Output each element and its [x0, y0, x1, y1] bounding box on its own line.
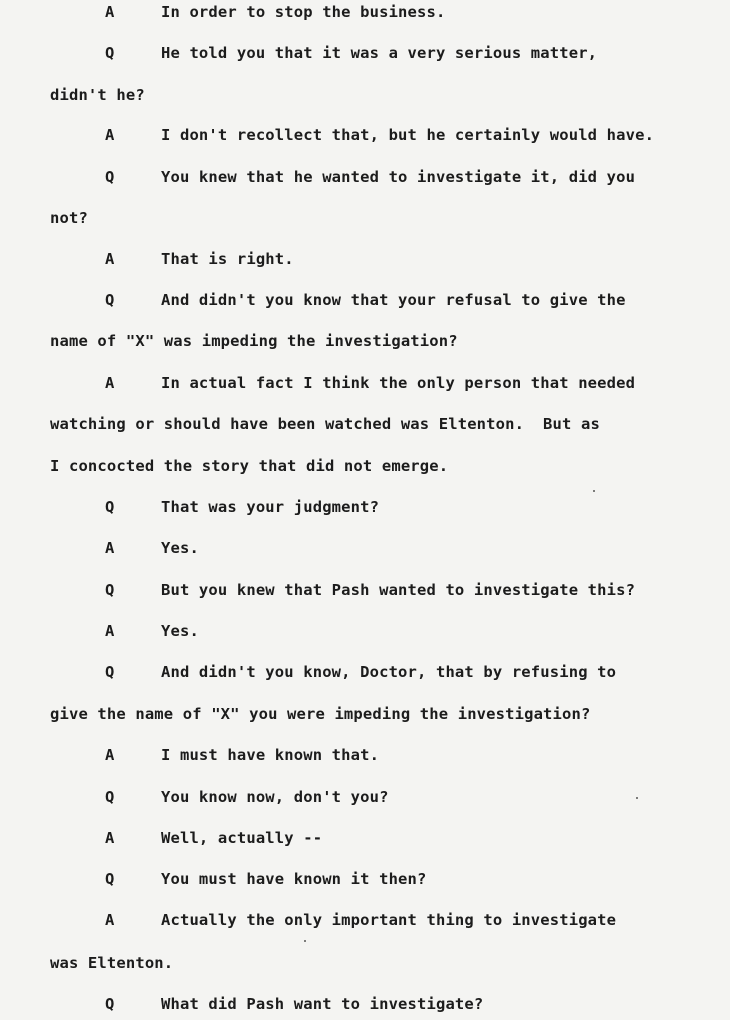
speaker-label: Q	[105, 44, 115, 62]
question-text: You must have known it then?	[161, 870, 427, 888]
answer-text: Yes.	[161, 622, 199, 640]
speaker-label: Q	[105, 498, 115, 516]
scan-speck	[636, 797, 638, 799]
question-text: And didn't you know, Doctor, that by refusing to	[161, 663, 617, 681]
continuation-text: was Eltenton.	[50, 954, 174, 972]
question-text: But you knew that Pash wanted to investigate this?	[161, 581, 636, 599]
continuation-text: didn't he?	[50, 86, 145, 104]
speaker-label: Q	[105, 870, 115, 888]
continuation-text: give the name of "X" you were impeding the investigation?	[50, 705, 591, 723]
speaker-label: Q	[105, 788, 115, 806]
speaker-label: A	[105, 374, 115, 392]
speaker-label: Q	[105, 291, 115, 309]
speaker-label: A	[105, 746, 115, 764]
answer-text: I don't recollect that, but he certainly would have.	[161, 126, 655, 144]
question-text: What did Pash want to investigate?	[161, 995, 484, 1013]
speaker-label: A	[105, 829, 115, 847]
answer-text: Yes.	[161, 539, 199, 557]
speaker-label: A	[105, 126, 115, 144]
speaker-label: Q	[105, 581, 115, 599]
question-text: And didn't you know that your refusal to give the	[161, 291, 626, 309]
question-text: You knew that he wanted to investigate it, did you	[161, 168, 636, 186]
answer-text: In actual fact I think the only person that needed	[161, 374, 636, 392]
continuation-text: name of "X" was impeding the investigation?	[50, 332, 458, 350]
speaker-label: A	[105, 250, 115, 268]
question-text: That was your judgment?	[161, 498, 380, 516]
question-text: He told you that it was a very serious matter,	[161, 44, 598, 62]
answer-text: Well, actually --	[161, 829, 323, 847]
speaker-label: Q	[105, 168, 115, 186]
answer-text: I must have known that.	[161, 746, 380, 764]
question-text: You know now, don't you?	[161, 788, 389, 806]
speaker-label: A	[105, 911, 115, 929]
answer-text: In order to stop the business.	[161, 3, 446, 21]
speaker-label: A	[105, 622, 115, 640]
scan-speck	[304, 940, 306, 942]
continuation-text: watching or should have been watched was Eltenton. But as	[50, 415, 600, 433]
speaker-label: Q	[105, 663, 115, 681]
speaker-label: A	[105, 539, 115, 557]
speaker-label: Q	[105, 995, 115, 1013]
continuation-text: I concocted the story that did not emerge.	[50, 457, 449, 475]
continuation-text: not?	[50, 209, 88, 227]
scan-speck	[593, 490, 595, 492]
speaker-label: A	[105, 3, 115, 21]
answer-text: Actually the only important thing to investigate	[161, 911, 617, 929]
answer-text: That is right.	[161, 250, 294, 268]
